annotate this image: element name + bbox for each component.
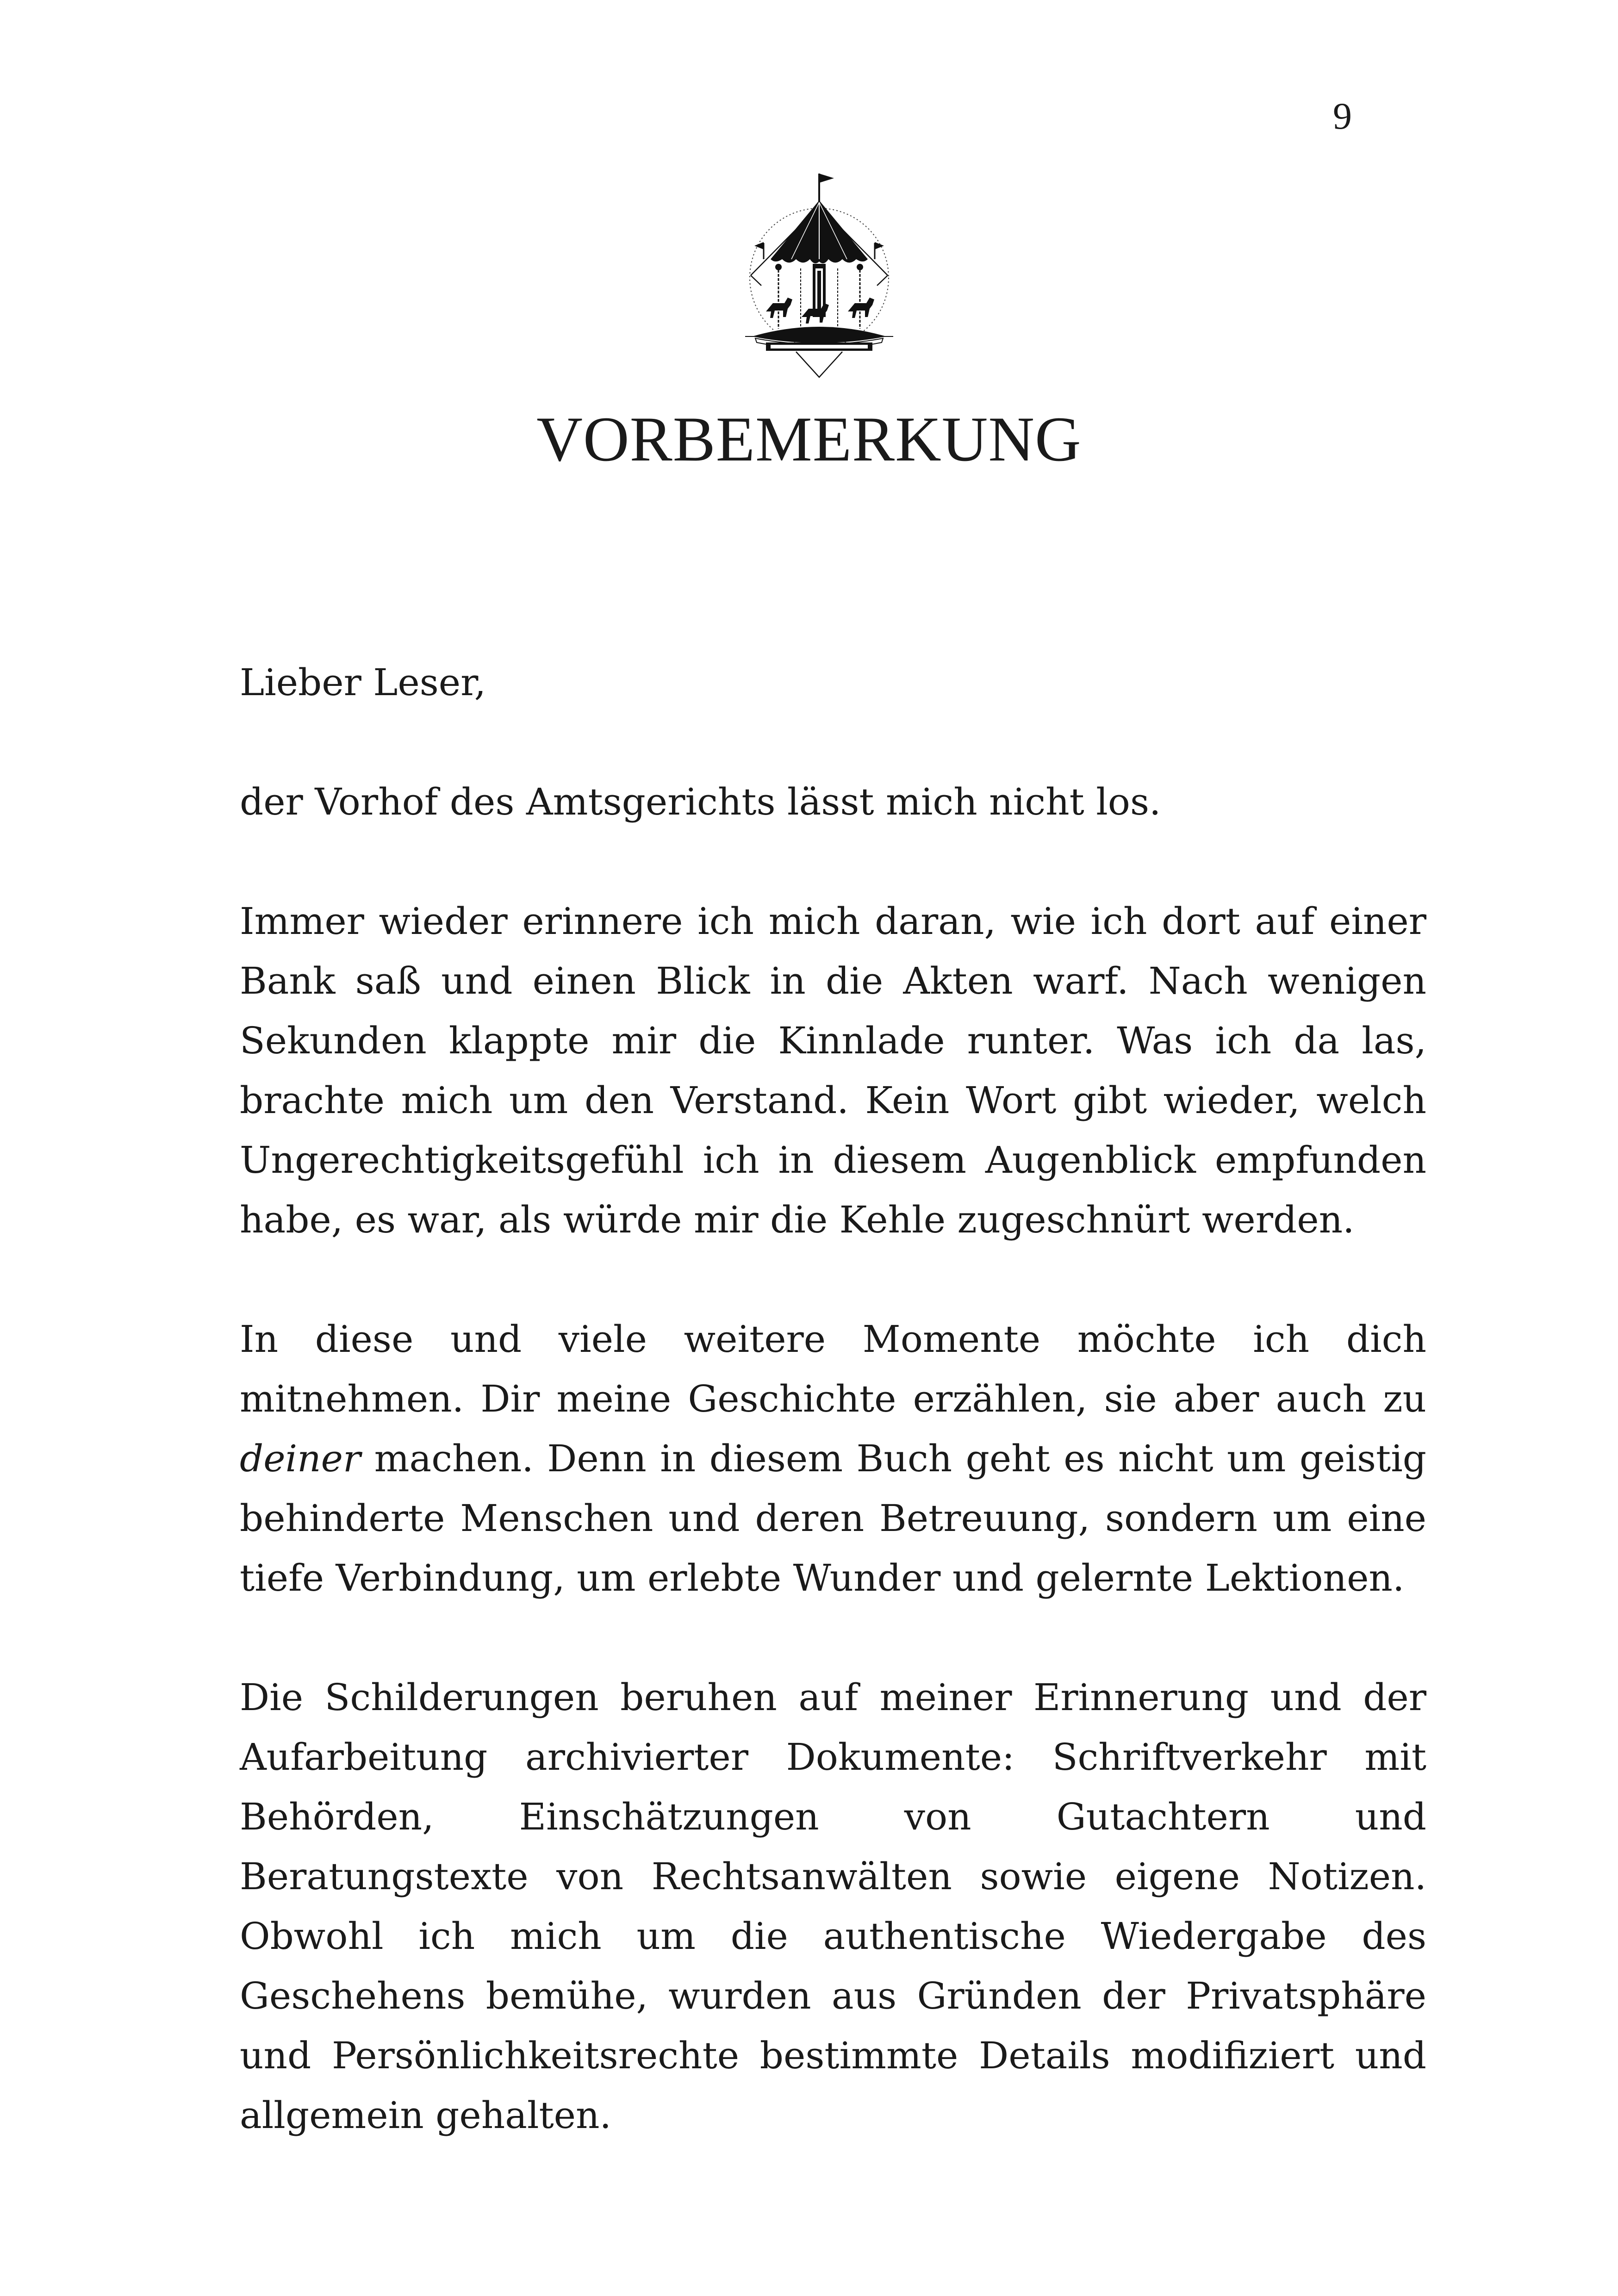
paragraph-3: [240, 1309, 1426, 1608]
body-text: [240, 653, 1426, 2205]
salutation: Lieber Leser,: [240, 661, 486, 704]
emphasis-deiner: deiner: [240, 1437, 361, 1480]
carousel-icon: [727, 164, 912, 398]
chapter-title: VORBEMERKUNG: [536, 404, 1082, 474]
paragraph-3-part-1: In diese und viele weitere Momente möchte ich dich mitnehmen. Dir meine Geschichte erzählen, sie aber auch zu: [240, 1318, 1426, 1420]
paragraph-1: der Vorhof des Amtsgerichts lässt mich nicht los.: [240, 780, 1161, 823]
paragraph-4: Die Schilderungen beruhen auf meiner Erinnerung und der Aufarbeitung archivierter Dokumente: Schriftverkehr mit Behörden, Einschätzungen von Gutachtern und Beratungstexte von Rechtsanwälten sowie eigene Notizen. Obwohl ich mich um die authentische Wiedergabe des Geschehens bemühe, wurden aus Gründen der Privatsphäre und Persönlichkeitsrechte bestimmte Details modifiziert und allgemein gehalten.: [240, 1676, 1426, 2137]
paragraph-2: Immer wieder erinnere ich mich daran, wie ich dort auf einer Bank saß und einen Blick in die Akten warf. Nach wenigen Sekunden klappte mir die Kinnlade runter. Was ich da las, brachte mich um den Verstand. Kein Wort gibt wieder, welch Ungerechtigkeitsgefühl ich in diesem Augenblick empfunden habe, es war, als würde mir die Kehle zugeschnürt werden.: [240, 900, 1426, 1241]
page-number: 9: [1333, 95, 1352, 137]
paragraph-3-part-2: machen. Denn in diesem Buch geht es nicht um geistig behinderte Menschen und deren Betreuung, sondern um eine tiefe Verbindung, um erlebte Wunder und gelernte Lektionen.: [240, 1437, 1426, 1599]
